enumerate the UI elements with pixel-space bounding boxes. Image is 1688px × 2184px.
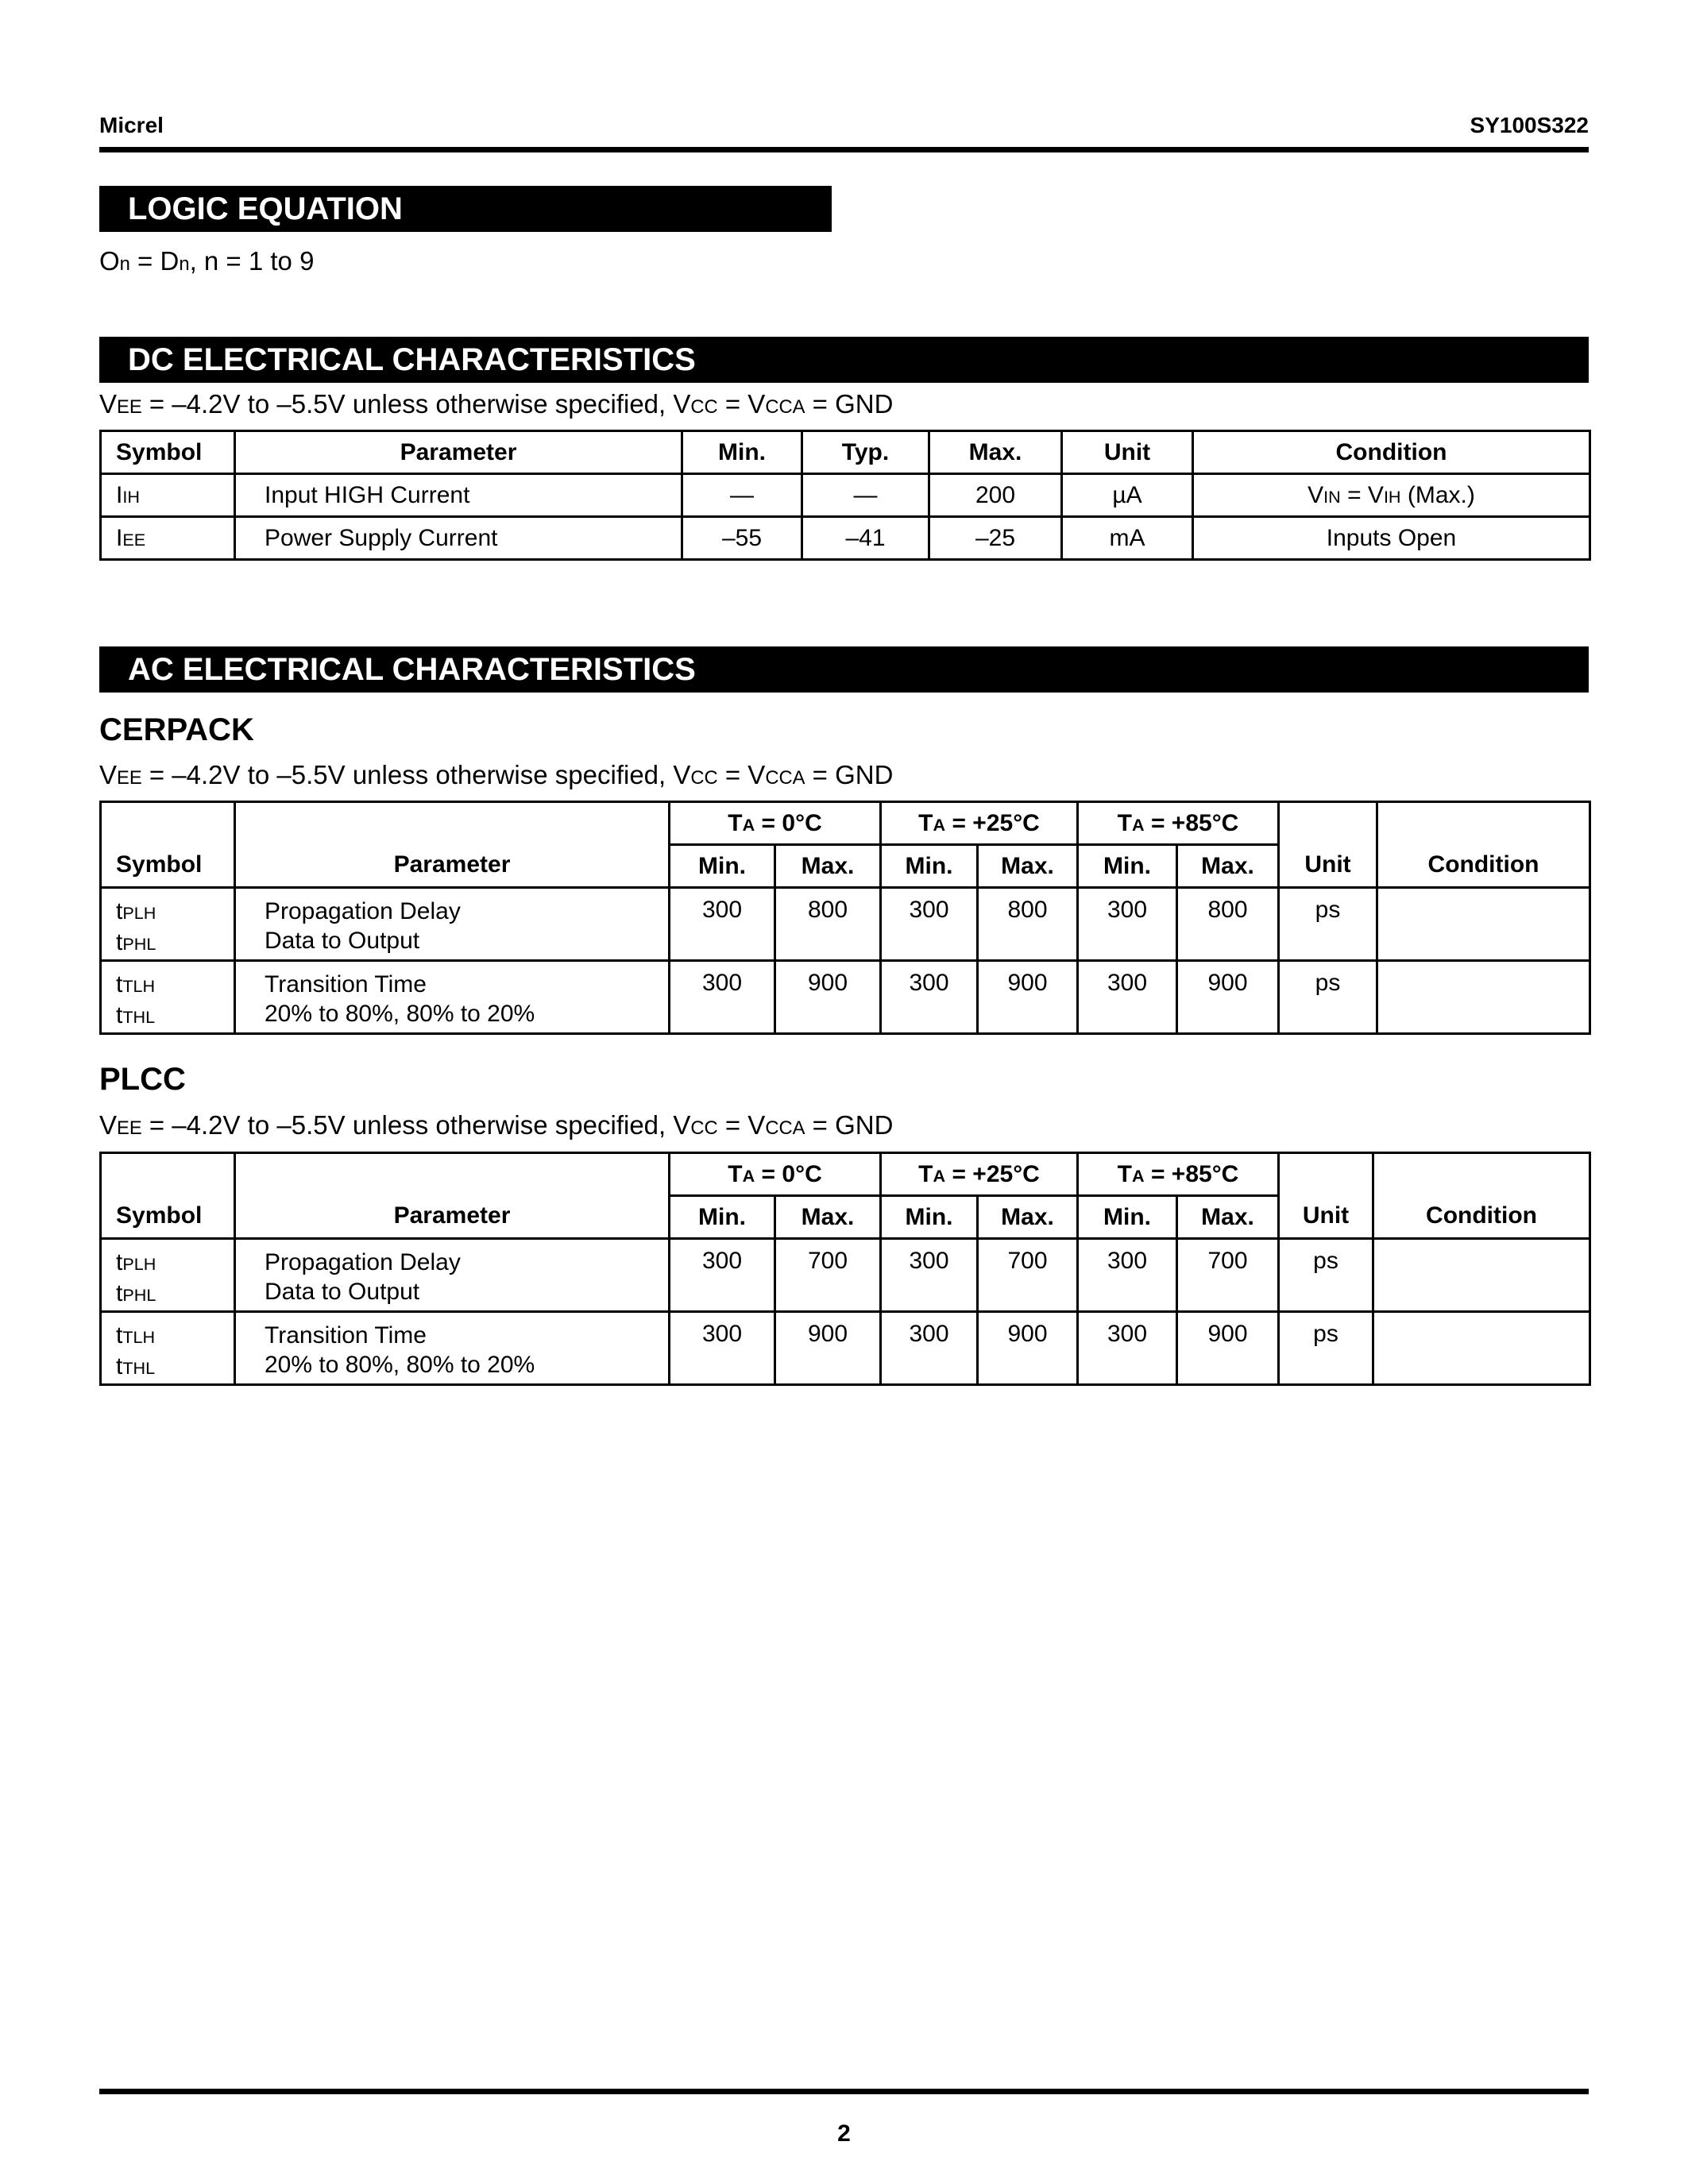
parameter-cell: Power Supply Current (235, 517, 682, 560)
value-cell: 300 (1078, 888, 1177, 961)
table-row (101, 1312, 1590, 1385)
value-cell: 900 (1177, 961, 1279, 1034)
dc-table (99, 430, 1591, 561)
header-min: Min. (1078, 845, 1177, 888)
symbol-cell: IEE (101, 517, 235, 560)
logic-equation: On = Dn, n = 1 to 9 (99, 246, 315, 276)
symbol-cell: tTLH tTHL (101, 961, 235, 1034)
parameter-cell: Transition Time 20% to 80%, 80% to 20% (235, 961, 670, 1034)
table-row (101, 888, 1590, 961)
typ-cell: — (802, 474, 929, 517)
value-cell: 700 (775, 1239, 881, 1312)
value-cell: 800 (775, 888, 881, 961)
dc-header-max: Max. (929, 431, 1062, 474)
header-temp-0c: TA = 0°C (670, 1153, 881, 1196)
condition-cell: Inputs Open (1193, 517, 1590, 560)
header-symbol: Symbol (101, 802, 235, 888)
value-cell: 300 (881, 1239, 978, 1312)
symbol-cell: tPLH tPHL (101, 1239, 235, 1312)
ac-heading: AC ELECTRICAL CHARACTERISTICS (99, 646, 1589, 693)
max-cell: –25 (929, 517, 1062, 560)
unit-cell: ps (1279, 888, 1377, 961)
page-number: 2 (837, 2120, 851, 2147)
value-cell: 300 (670, 1312, 775, 1385)
header-temp-25c: TA = +25°C (881, 1153, 1078, 1196)
value-cell: 900 (978, 961, 1078, 1034)
value-cell: 300 (670, 1239, 775, 1312)
value-cell: 800 (1177, 888, 1279, 961)
dc-conditions: VEE = –4.2V to –5.5V unless otherwise specified, VCC = VCCA = GND (99, 389, 894, 419)
header-unit: Unit (1279, 1153, 1373, 1239)
parameter-cell: Transition Time 20% to 80%, 80% to 20% (235, 1312, 670, 1385)
symbol-cell: IIH (101, 474, 235, 517)
header-max: Max. (1177, 1196, 1279, 1239)
header-min: Min. (670, 1196, 775, 1239)
value-cell: 300 (670, 888, 775, 961)
value-cell: 900 (775, 961, 881, 1034)
header-rule (99, 147, 1589, 152)
value-cell: 300 (1078, 961, 1177, 1034)
header-unit: Unit (1279, 802, 1377, 888)
value-cell: 300 (670, 961, 775, 1034)
parameter-cell: Propagation Delay Data to Output (235, 1239, 670, 1312)
min-cell: — (682, 474, 802, 517)
logic-equation-heading: LOGIC EQUATION (99, 186, 832, 232)
min-cell: –55 (682, 517, 802, 560)
header-min: Min. (881, 845, 978, 888)
header-max: Max. (1177, 845, 1279, 888)
table-row (101, 961, 1590, 1034)
dc-heading: DC ELECTRICAL CHARACTERISTICS (99, 337, 1589, 383)
header-min: Min. (881, 1196, 978, 1239)
value-cell: 900 (775, 1312, 881, 1385)
plcc-heading: PLCC (99, 1062, 186, 1097)
header-parameter: Parameter (235, 802, 670, 888)
symbol-cell: tPLH tPHL (101, 888, 235, 961)
part-number: SY100S322 (1470, 113, 1589, 137)
header-temp-25c: TA = +25°C (881, 802, 1078, 845)
condition-cell (1373, 1239, 1590, 1312)
value-cell: 300 (881, 1312, 978, 1385)
header-parameter: Parameter (235, 1153, 670, 1239)
dc-header-typ: Typ. (802, 431, 929, 474)
table-row (101, 517, 1590, 560)
dc-header-unit: Unit (1062, 431, 1193, 474)
unit-cell: mA (1062, 517, 1193, 560)
unit-cell: ps (1279, 961, 1377, 1034)
header-max: Max. (978, 1196, 1078, 1239)
header-min: Min. (670, 845, 775, 888)
header-min: Min. (1078, 1196, 1177, 1239)
condition-cell (1377, 961, 1590, 1034)
unit-cell: µA (1062, 474, 1193, 517)
cerpack-heading: CERPACK (99, 712, 254, 747)
header-symbol: Symbol (101, 1153, 235, 1239)
header-max: Max. (978, 845, 1078, 888)
plcc-table (99, 1152, 1591, 1386)
unit-cell: ps (1279, 1239, 1373, 1312)
header-condition: Condition (1373, 1153, 1590, 1239)
table-row (101, 1239, 1590, 1312)
value-cell: 900 (978, 1312, 1078, 1385)
header-condition: Condition (1377, 802, 1590, 888)
cerpack-table (99, 801, 1591, 1035)
header-temp-85c: TA = +85°C (1078, 1153, 1279, 1196)
symbol-cell: tTLH tTHL (101, 1312, 235, 1385)
value-cell: 900 (1177, 1312, 1279, 1385)
value-cell: 700 (1177, 1239, 1279, 1312)
dc-header-condition: Condition (1193, 431, 1590, 474)
value-cell: 300 (881, 961, 978, 1034)
condition-cell (1373, 1312, 1590, 1385)
dc-header-min: Min. (682, 431, 802, 474)
cerpack-conditions: VEE = –4.2V to –5.5V unless otherwise specified, VCC = VCCA = GND (99, 760, 894, 789)
table-row (101, 474, 1590, 517)
dc-header-parameter: Parameter (235, 431, 682, 474)
unit-cell: ps (1279, 1312, 1373, 1385)
value-cell: 700 (978, 1239, 1078, 1312)
dc-header-symbol: Symbol (101, 431, 235, 474)
header-temp-0c: TA = 0°C (670, 802, 881, 845)
footer-rule (99, 2089, 1589, 2094)
header-max: Max. (775, 845, 881, 888)
header-temp-85c: TA = +85°C (1078, 802, 1279, 845)
parameter-cell: Input HIGH Current (235, 474, 682, 517)
max-cell: 200 (929, 474, 1062, 517)
company-name: Micrel (99, 113, 164, 137)
header-max: Max. (775, 1196, 881, 1239)
plcc-conditions: VEE = –4.2V to –5.5V unless otherwise specified, VCC = VCCA = GND (99, 1110, 894, 1140)
value-cell: 300 (1078, 1312, 1177, 1385)
condition-cell (1377, 888, 1590, 961)
value-cell: 300 (881, 888, 978, 961)
parameter-cell: Propagation Delay Data to Output (235, 888, 670, 961)
value-cell: 300 (1078, 1239, 1177, 1312)
typ-cell: –41 (802, 517, 929, 560)
value-cell: 800 (978, 888, 1078, 961)
condition-cell: VIN = VIH (Max.) (1193, 474, 1590, 517)
